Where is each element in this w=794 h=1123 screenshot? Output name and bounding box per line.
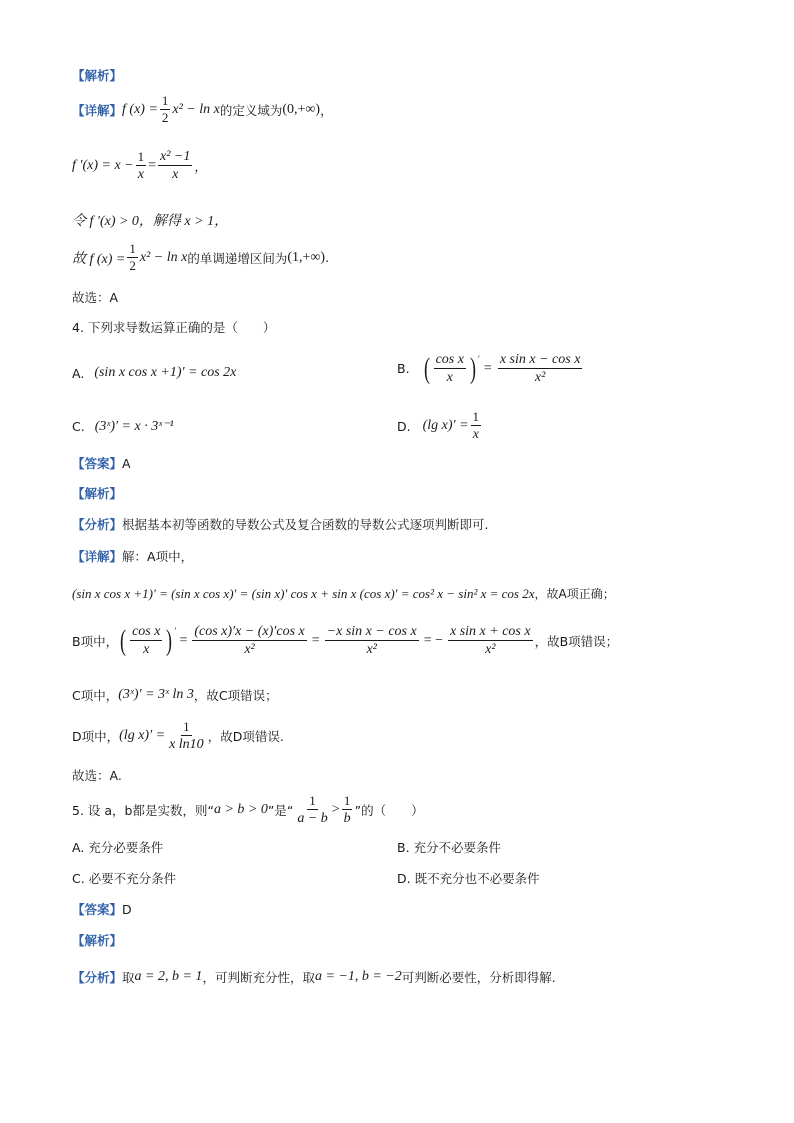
math-expr: x² − ln x (172, 101, 220, 117)
fraction: $\frac{1}{2}$ (161, 93, 169, 126)
math-expr: f ′(x) = x − (72, 157, 134, 173)
math-expr: a > b > 0 (213, 802, 268, 818)
fraction: $\frac{\text{cos x}}{x}$ (132, 624, 161, 658)
fraction: $\frac{1}{b}$ (343, 793, 351, 827)
detail-a: (sin x cos x +1)′ = (sin x cos x)′ = (sin x)′ cos x + sin x (cos x)′ = cos² x − sin² x = cos 2x ，故A项正确； (72, 585, 615, 601)
detail-line-solve (72, 210, 228, 230)
detail-d: D项中， (lg x)′ = $\frac{1}{\text{x ln10}}$ ，故D项错误. (72, 719, 284, 753)
tag-label: 【详解】 (72, 102, 123, 118)
option-b: B. ( $\frac{\text{cos x}}{x}$ ) ′ = $\frac{\text{x sin x − cos x}}{\text{x²}}$ (397, 351, 581, 386)
choose-line: 故选：A (72, 290, 119, 305)
option-b: B. 充分不必要条件 (397, 840, 502, 855)
option-c: C. (3ˣ)′ = x · 3ˣ⁻¹ (72, 419, 174, 434)
option-a: A. 充分必要条件 (72, 840, 164, 855)
tag-label: 【答案】 (72, 902, 123, 917)
detail-line-derivative: f ′(x) = x − $\frac{1}{x}$ = $\frac{\text{x² −1}}{x}$ ， (72, 148, 207, 183)
fraction: $\frac{\text{x sin x + cos x}}{\text{x²}}$ (450, 624, 531, 658)
question-5-stem: 5. 设 a，b都是实数，则“ a > b > 0 ”是“ $\frac{1}{a - b}$ > $\frac{1}{b}$ ”的（ ） (72, 793, 424, 827)
section-heading-jiexi (72, 66, 122, 84)
text: 的定义域为 (219, 102, 283, 118)
fraction: $\frac{\text{(cos x)′x − (x)′cos x}}{\text{x²}}$ (194, 624, 305, 658)
math-expr: (sin x cos x +1)′ = cos 2x (94, 365, 237, 380)
option-a: A. (sin x cos x +1)′ = cos 2x (72, 365, 237, 381)
section-heading-jiexi (72, 931, 122, 949)
analysis-line: 【分析】 根据基本初等函数的导数公式及复合函数的导数公式逐项判断即可. (72, 517, 489, 532)
math-expr: f (x) = (122, 101, 158, 117)
option-c: C. 必要不充分条件 (72, 871, 177, 886)
tag-label: 【解析】 (72, 486, 123, 501)
section-heading-jiexi (72, 484, 122, 502)
tag-label: 【解析】 (72, 68, 123, 83)
math-expr: (lg x)′ = (119, 728, 166, 744)
math-expr: a = 2, b = 1 (134, 969, 203, 984)
math-expr: 令 f ′(x) > 0，解得 x > 1， (72, 214, 229, 229)
detail-b: B项中， ( $\frac{\text{cos x}}{x}$ ) ′ = $\frac{\text{(cos x)′x − (x)′cos x}}{\text{x²}}$ = $\frac{\text{−x sin x − cos x}}{\text{x²}}$ = − $\frac{\text{x sin x + cos x}}{\text{x²}}$ ，故B项错误； (72, 623, 619, 658)
detail-line-domain: 【详解】 f (x) = $\frac{1}{2}$ x² − ln x 的定义域为 (0,+∞) ， (72, 93, 333, 126)
detail-line-conclusion: 故 f (x) = $\frac{1}{2}$ x² − ln x 的单调递增区间为 (1,+∞) . (72, 241, 330, 274)
math-expr: x² − ln x (139, 249, 188, 265)
fraction: $\frac{\text{x sin x − cos x}}{\text{x²}}$ (499, 352, 581, 386)
tag-label: 【详解】 (72, 549, 123, 564)
fraction: $\frac{1}{a - b}$ (297, 793, 328, 827)
fraction: $\frac{\text{−x sin x − cos x}}{\text{x²}}$ (326, 624, 417, 658)
math-expr: (0,+∞) (282, 101, 321, 117)
option-d: D. 既不充分也不必要条件 (397, 871, 540, 886)
math-expr: (1,+∞) (287, 249, 326, 265)
tag-label: 【答案】 (72, 456, 123, 471)
text: 的单调递增区间为 (187, 250, 288, 266)
analysis-line: 【分析】 取 a = 2, b = 1 ，可判断充分性，取 a = −1, b = −2 可判断必要性，分析即得解. (72, 969, 556, 985)
detail-intro: 【详解】 解：A项中， (72, 549, 194, 564)
fraction: $\frac{1}{x}$ (137, 148, 145, 182)
tag-label: 【分析】 (72, 970, 123, 985)
math-expr: (lg x)′ = (422, 418, 469, 434)
math-expr: 故 f (x) = (72, 251, 126, 267)
choose-line: 故选：A. (72, 768, 122, 783)
answer-line: 【答案】 D (72, 901, 132, 917)
tag-label: 【解析】 (72, 933, 123, 948)
fraction: $\frac{\text{cos x}}{x}$ (435, 352, 464, 386)
fraction: $\frac{1}{x}$ (472, 409, 480, 443)
math-expr: (3ˣ)′ = 3ˣ ln 3 (118, 687, 194, 702)
question-4-stem: 4. 下列求导数运算正确的是（ ） (72, 320, 276, 335)
fraction: $\frac{1}{\text{x ln10}}$ (169, 719, 204, 753)
fraction: $\frac{\text{x² −1}}{x}$ (160, 149, 191, 183)
math-expr: a = −1, b = −2 (314, 969, 402, 984)
fraction: $\frac{1}{2}$ (129, 241, 136, 274)
math-expr: (sin x cos x +1)′ = (sin x cos x)′ = (sin x)′ cos x + sin x (cos x)′ = cos² x − sin² x = cos 2x (72, 585, 535, 601)
tag-label: 【分析】 (72, 517, 123, 532)
option-d: D. (lg x)′ = $\frac{1}{x}$ (397, 409, 480, 443)
math-expr: (3ˣ)′ = x · 3ˣ⁻¹ (94, 419, 174, 434)
detail-c: C项中， (3ˣ)′ = 3ˣ ln 3 ，故C项错误； (72, 687, 278, 703)
answer-line: 【答案】 A (72, 455, 131, 471)
